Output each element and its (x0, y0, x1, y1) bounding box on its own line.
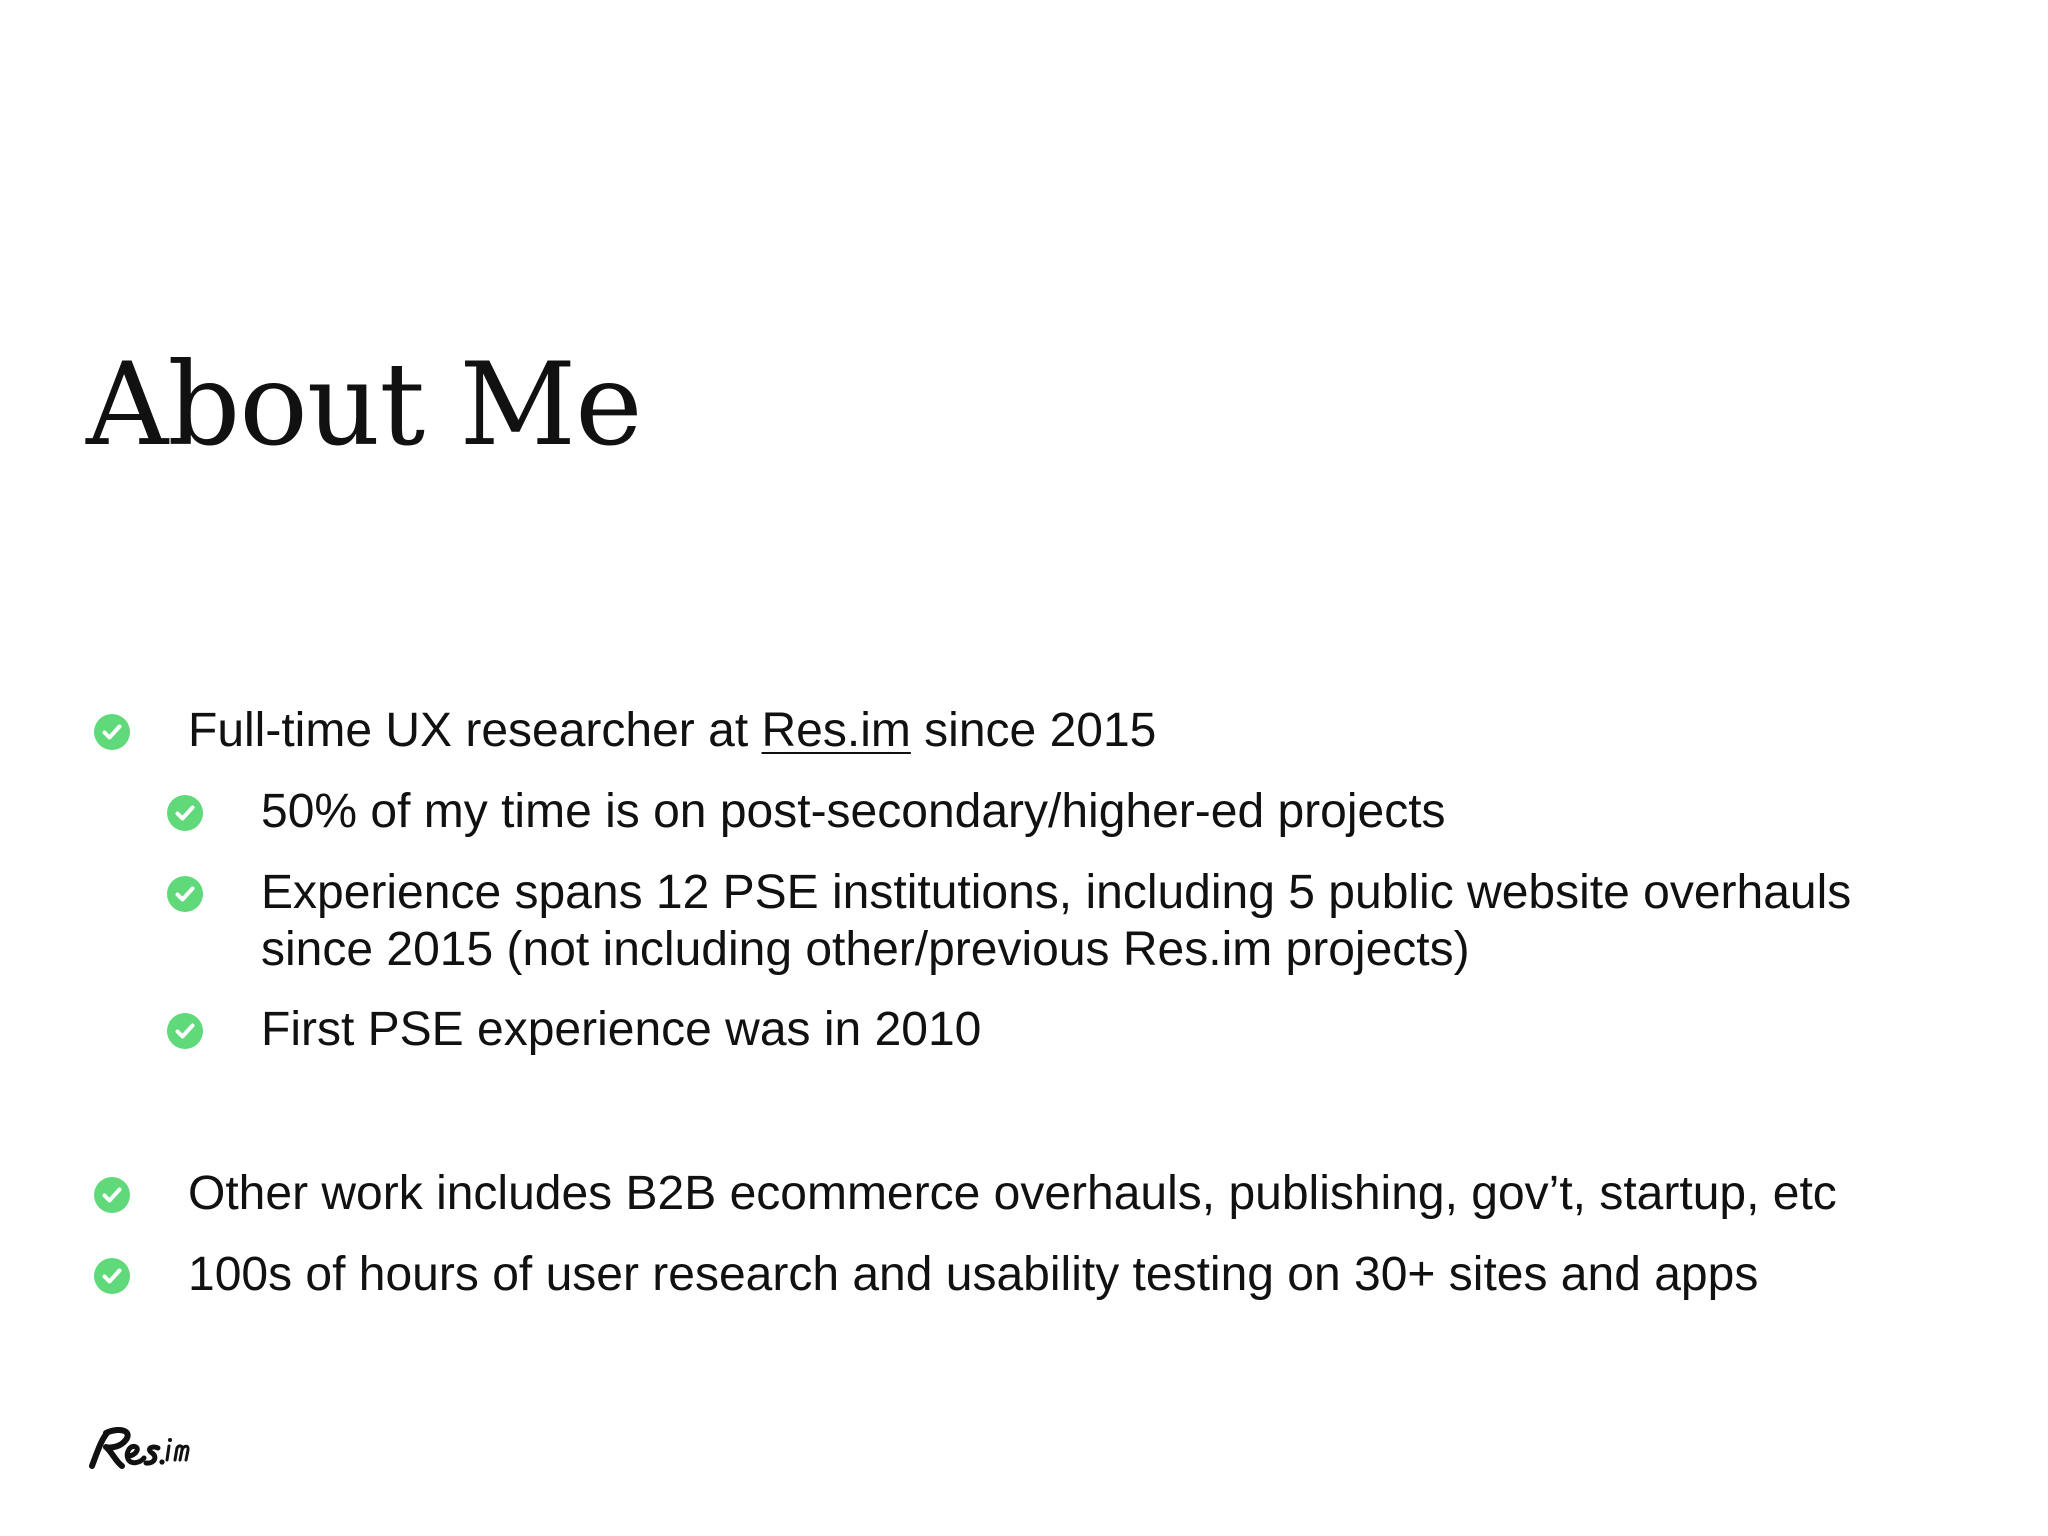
bullet-item-first-pse (261, 1001, 981, 1058)
bullet-item-other-work (188, 1165, 1837, 1222)
bullet-item-experience-span (261, 864, 1851, 978)
check-circle-icon (94, 1258, 130, 1294)
res-im-link[interactable]: Res.im (761, 704, 911, 757)
check-circle-icon (94, 714, 130, 750)
bullet-text: Full-time UX researcher at Res.im since 2015 (188, 704, 1157, 757)
check-circle-icon (167, 876, 203, 912)
bullet-text-line-2: since 2015 (not including other/previous Res.im projects) (261, 923, 1470, 976)
check-circle-icon (167, 795, 203, 831)
bullet-item-job (188, 702, 1156, 759)
bullet-item-research-hours (188, 1246, 1758, 1303)
bullet-item-higher-ed-time (261, 783, 1446, 840)
bullet-text: 100s of hours of user research and usability testing on 30+ sites and apps (188, 1248, 1759, 1301)
bullet-text: Other work includes B2B ecommerce overhauls, publishing, gov’t, startup, etc (188, 1167, 1837, 1220)
res-im-logo (82, 1420, 192, 1476)
check-circle-icon (94, 1177, 130, 1213)
slide-title: About Me (86, 338, 642, 471)
bullet-text: First PSE experience was in 2010 (261, 1003, 982, 1056)
bullet-text-line-1: Experience spans 12 PSE institutions, including 5 public website overhauls (261, 866, 1852, 919)
bullet-text: 50% of my time is on post-secondary/higher-ed projects (261, 785, 1446, 838)
check-circle-icon (167, 1013, 203, 1049)
